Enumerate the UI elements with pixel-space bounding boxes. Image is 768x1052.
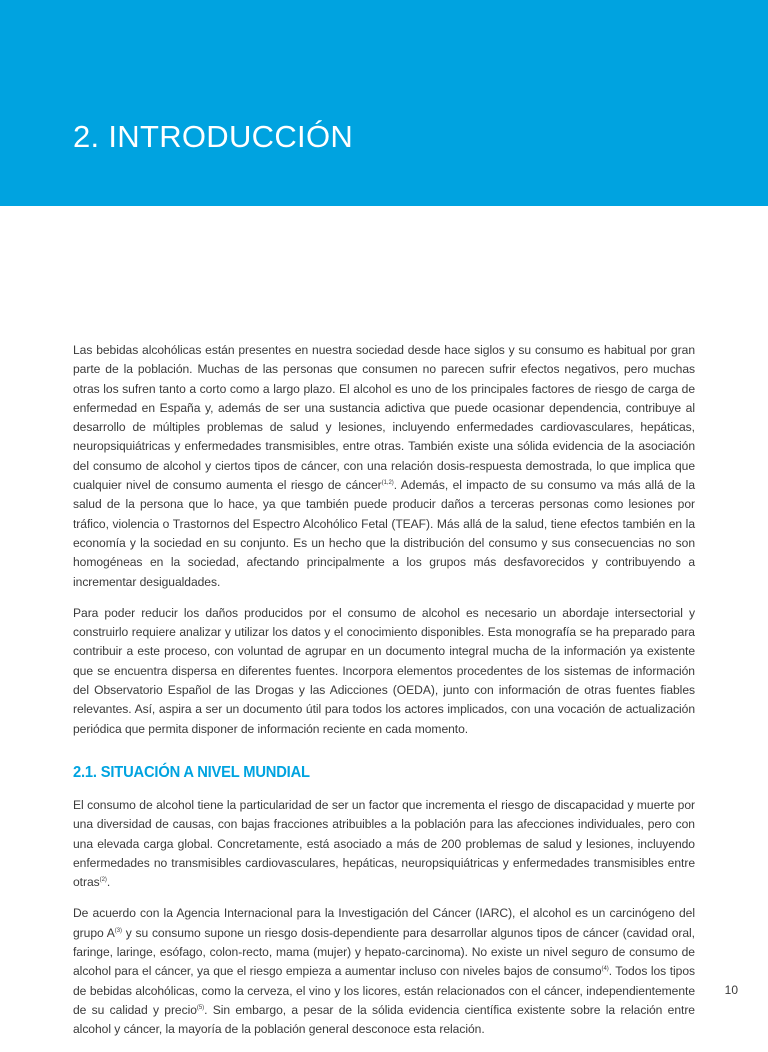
citation-reference: (4) [601,966,609,973]
text-run: . Sin embargo, a pesar de la sólida evidencia científica existente sobre la relación entre alcohol y cáncer, la mayoría de la población general desconoce esta relación. [73,1002,695,1037]
citation-reference: (2) [99,877,107,884]
intro-paragraph-1 [73,341,695,592]
chapter-title: 2. INTRODUCCIÓN [73,119,354,154]
text-run: Las bebidas alcohólicas están presentes en nuestra sociedad desde hace siglos y su consumo es habitual por gran parte de la población. Muchas de las personas que consumen no parecen sufrir efectos negativos, pero muchas otras los sufren tanto a corto como a largo plazo. El alcohol es uno de los principales factores de riesgo de carga de enfermedad en España y, además de ser una sustancia adictiva que puede ocasionar dependencia, contribuye al desarrollo de múltiples problemas de salud y lesiones, incluyendo enfermedades cardiovasculares, hepáticas, neuropsiquiátricas y enfermedades transmisibles, entre otras. También existe una sólida evidencia de la asociación del consumo de alcohol y ciertos tipos de cáncer, con una relación dosis-respuesta demostrada, lo que implica que cualquier nivel de consumo aumenta el riesgo de cáncer [73,343,695,493]
citation-reference: (5) [196,1004,205,1011]
citation-reference: (3) [114,927,122,934]
text-run: . Todos los tipos de bebidas alcohólicas, como la cerveza, el vino y los licores, están relacionados con el cáncer, independientemente de su calidad y precio [73,964,695,1017]
text-run: y su consumo supone un riesgo dosis-dependiente para desarrollar algunos tipos de cáncer (cavidad oral, faringe, laringe, esófago, colon-recto, mama (mujer) y hepato-carcinoma). No existe un nivel seguro de consumo de alcohol para el cáncer, ya que el riesgo empieza a aumentar incluso con niveles bajos de consumo [73,925,695,979]
text-run: De acuerdo con la Agencia Internacional para la Investigación del Cáncer (IARC), el alcohol es un carcinógeno del grupo A [73,906,695,940]
page-number: 10 [724,983,738,997]
section-2-1-paragraph-1 [73,796,695,892]
main-content [73,341,695,1052]
intro-paragraph-2 [73,604,695,739]
chapter-header-band [0,0,768,206]
text-run: El consumo de alcohol tiene la particularidad de ser un factor que incrementa el riesgo de discapacidad y muerte por una diversidad de causas, con bajas fracciones atribuibles a la población para las afecciones individuales, pero con una elevada carga global. Concretamente, está asociado a más de 200 problemas de salud y lesiones, incluyendo enfermedades no transmisibles cardiovasculares, hepáticas, neuropsiquiátricas y enfermedades transmisibles entre otras [73,797,695,890]
text-run: . [106,875,111,890]
text-run: Para poder reducir los daños producidos por el consumo de alcohol es necesario un abordaje intersectorial y construirlo requiere analizar y utilizar los datos y el conocimiento disponibles. Esta monografía se ha preparado para contribuir a este proceso, con voluntad de agrupar en un documento integral mucha de la información ya existente que se encuentra dispersa en diferentes fuentes. Incorpora elementos procedentes de los sistemas de información del Observatorio Español de las Drogas y las Adicciones (OEDA), junto con información de otras fuentes fiables relevantes. Así, aspira a ser un documento útil para todos los actores implicados, con una vocación de actualización periódica que permita disponer de información reciente en cada momento. [73,605,695,736]
section-heading-2-1: 2.1. SITUACIÓN A NIVEL MUNDIAL [73,763,310,781]
citation-reference: (1,2) [381,480,394,487]
section-2-1-paragraph-2 [73,904,695,1039]
text-run: . Además, el impacto de su consumo va más allá de la salud de la persona que lo hace, ya que también puede producir daños a terceras personas como lesiones por tráfico, violencia o Trastornos del Espectro Alcohólico Fetal (TEAF). Más allá de la salud, tiene efectos también en la economía y la sociedad en su conjunto. Es un hecho que la distribución del consumo y sus consecuencias no son homogéneas en la sociedad, afectando principalmente a los grupos más desfavorecidos y contribuyendo a incrementar desigualdades. [73,478,695,589]
